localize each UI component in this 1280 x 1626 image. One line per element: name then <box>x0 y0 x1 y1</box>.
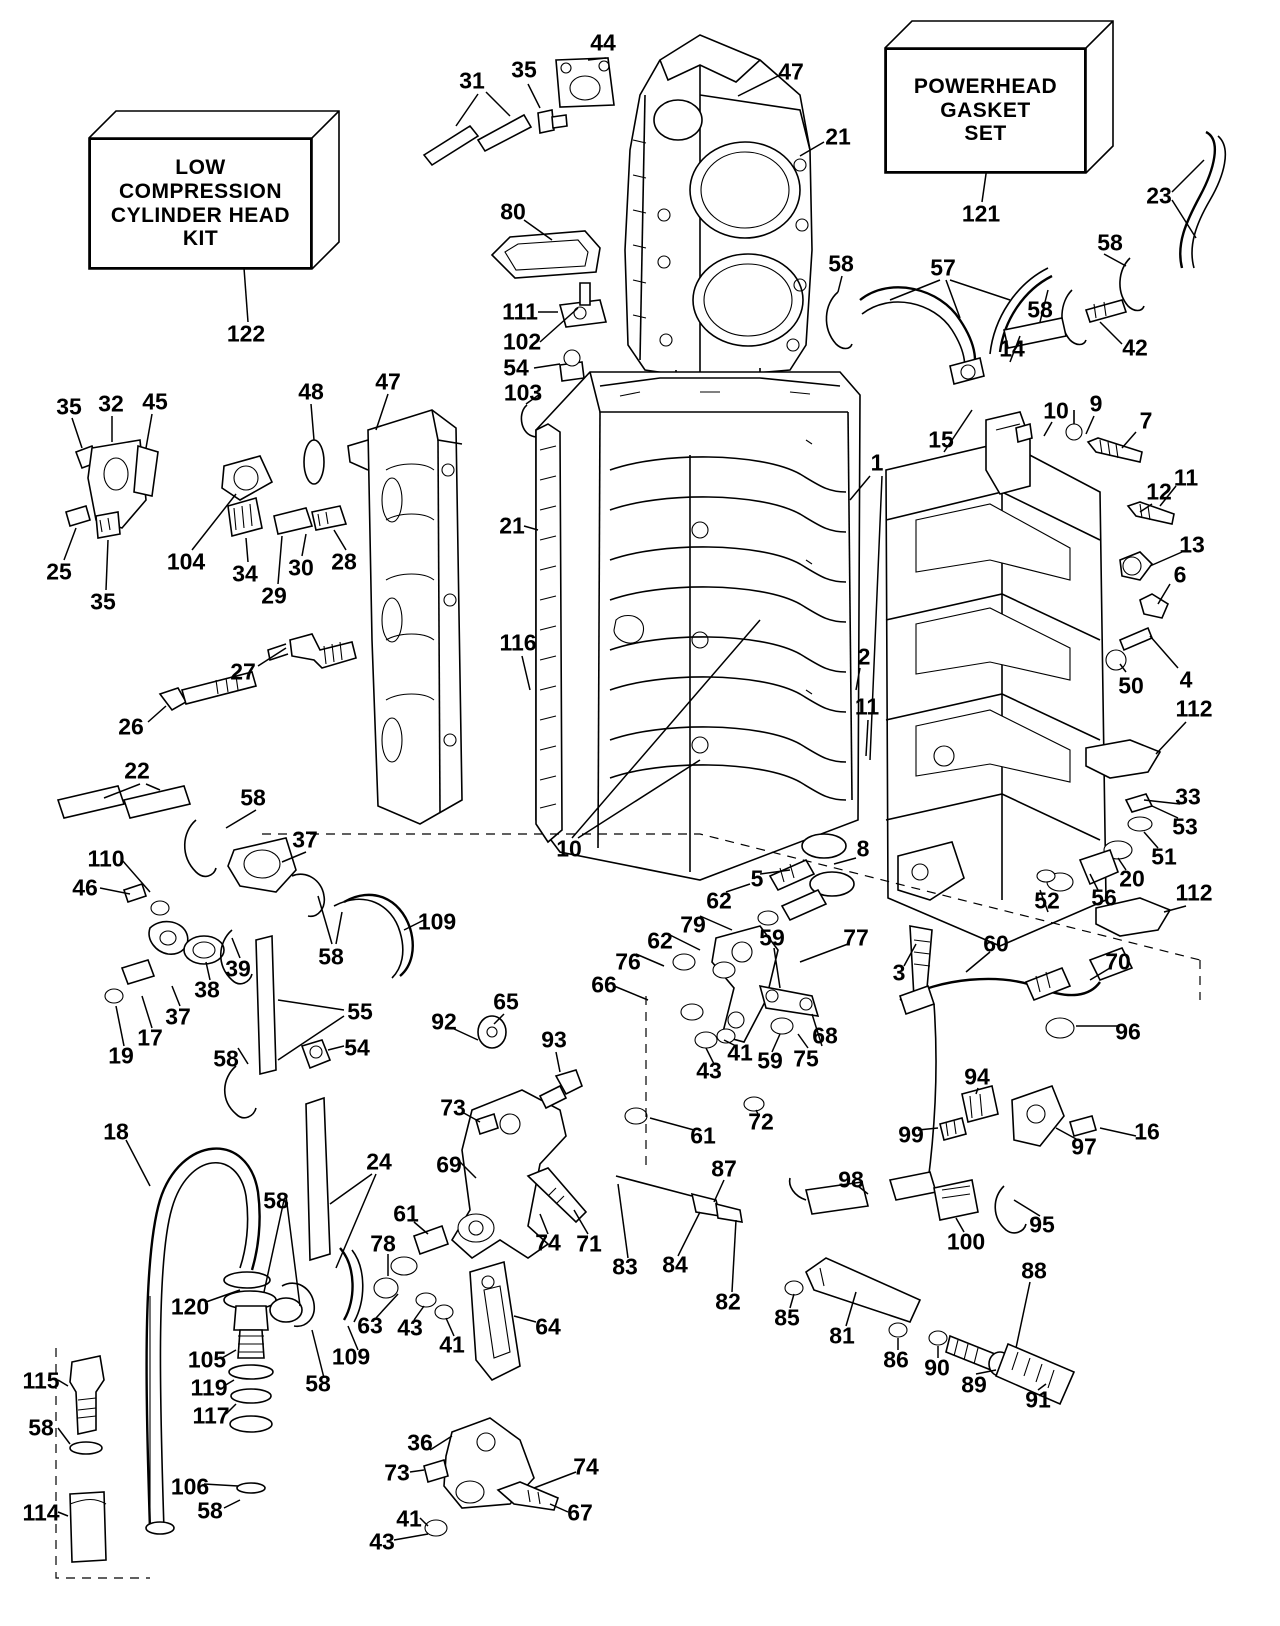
callout-number-93: 93 <box>541 1026 567 1053</box>
callout-number-117: 117 <box>192 1402 230 1429</box>
part-31-dowels <box>424 115 531 165</box>
callout-number-109: 109 <box>417 908 457 935</box>
callout-number-16: 16 <box>1134 1118 1160 1145</box>
callout-number-74: 74 <box>535 1229 561 1256</box>
callout-number-85: 85 <box>774 1304 800 1331</box>
callout-number-35: 35 <box>90 588 116 615</box>
callout-number-112: 112 <box>1175 879 1213 906</box>
callout-number-97: 97 <box>1071 1133 1097 1160</box>
callout-number-41: 41 <box>727 1039 753 1066</box>
callout-number-3: 3 <box>892 959 906 986</box>
callout-number-44: 44 <box>590 29 616 56</box>
kitbox-powerhead-gasket-set <box>884 20 1114 180</box>
callout-number-62: 62 <box>706 887 732 914</box>
callout-number-121: 121 <box>961 200 1001 227</box>
callout-number-109: 109 <box>331 1343 371 1370</box>
kit-line-4: KIT <box>182 227 219 251</box>
callout-number-27: 27 <box>230 658 256 685</box>
callout-number-31: 31 <box>459 67 485 94</box>
callout-number-37: 37 <box>292 826 318 853</box>
callout-number-115: 115 <box>22 1367 60 1394</box>
callout-number-58: 58 <box>197 1497 223 1524</box>
callout-number-13: 13 <box>1179 531 1205 558</box>
part-36-bracket <box>424 1418 558 1536</box>
callout-number-75: 75 <box>793 1045 819 1072</box>
callout-number-18: 18 <box>103 1118 129 1145</box>
callout-number-5: 5 <box>750 865 764 892</box>
callout-number-110: 110 <box>87 845 125 872</box>
callout-number-116: 116 <box>499 629 537 656</box>
part-80-gasket <box>492 231 600 278</box>
callout-number-52: 52 <box>1034 887 1060 914</box>
callout-number-54: 54 <box>503 354 529 381</box>
callout-number-61: 61 <box>393 1200 419 1227</box>
callout-number-67: 67 <box>567 1499 593 1526</box>
callout-number-14: 14 <box>999 335 1025 362</box>
callout-number-26: 26 <box>118 713 144 740</box>
callout-number-81: 81 <box>829 1322 855 1349</box>
callout-number-111: 111 <box>502 298 538 325</box>
callout-number-32: 32 <box>98 390 124 417</box>
callout-number-41: 41 <box>439 1331 465 1358</box>
callout-number-95: 95 <box>1029 1211 1055 1238</box>
part-44-cover <box>556 58 614 107</box>
callout-number-58: 58 <box>318 943 344 970</box>
callout-number-7: 7 <box>1139 407 1153 434</box>
callout-number-30: 30 <box>288 554 314 581</box>
callout-number-92: 92 <box>431 1008 457 1035</box>
callout-number-23: 23 <box>1146 182 1172 209</box>
callout-number-58: 58 <box>240 784 266 811</box>
callout-number-21: 21 <box>825 123 851 150</box>
callout-number-19: 19 <box>108 1042 134 1069</box>
callout-number-12: 12 <box>1146 478 1172 505</box>
kit-line-1: POWERHEAD <box>913 75 1058 99</box>
callout-number-65: 65 <box>493 988 519 1015</box>
callout-number-100: 100 <box>946 1228 986 1255</box>
callout-number-58: 58 <box>1097 229 1123 256</box>
callout-number-66: 66 <box>591 971 617 998</box>
callout-number-94: 94 <box>964 1063 990 1090</box>
callout-number-74: 74 <box>573 1453 599 1480</box>
kit-line-3: SET <box>964 122 1007 146</box>
cylinder-head-assembly <box>625 35 812 392</box>
kit-line-3: CYLINDER HEAD <box>110 203 291 227</box>
callout-number-71: 71 <box>576 1230 602 1257</box>
callout-number-69: 69 <box>436 1151 462 1178</box>
callout-number-104: 104 <box>166 548 206 575</box>
callout-number-64: 64 <box>535 1313 561 1340</box>
callout-number-96: 96 <box>1115 1018 1141 1045</box>
callout-number-11: 11 <box>1173 464 1199 491</box>
callout-number-20: 20 <box>1119 865 1145 892</box>
callout-number-80: 80 <box>500 198 526 225</box>
callout-number-38: 38 <box>194 976 220 1003</box>
callout-number-77: 77 <box>843 924 869 951</box>
parts-115-114 <box>56 1348 150 1578</box>
callout-number-35: 35 <box>56 393 82 420</box>
callout-number-17: 17 <box>137 1024 163 1051</box>
callout-number-59: 59 <box>757 1047 783 1074</box>
callout-number-83: 83 <box>612 1253 638 1280</box>
callout-number-106: 106 <box>170 1473 210 1500</box>
callout-number-88: 88 <box>1021 1257 1047 1284</box>
callout-number-33: 33 <box>1175 783 1201 810</box>
callout-number-28: 28 <box>331 548 357 575</box>
callout-number-87: 87 <box>711 1155 737 1182</box>
kit-line-2: COMPRESSION <box>118 179 283 203</box>
callout-number-10: 10 <box>1043 397 1069 424</box>
callout-number-102: 102 <box>502 328 542 355</box>
callout-number-57: 57 <box>930 254 956 281</box>
callout-number-91: 91 <box>1025 1386 1051 1413</box>
crankcase-right-assembly <box>886 412 1106 946</box>
callout-number-58: 58 <box>263 1187 289 1214</box>
callout-number-2: 2 <box>857 643 871 670</box>
callout-number-41: 41 <box>396 1505 422 1532</box>
kitbox-low-compression-cylinder-head-kit <box>88 110 340 270</box>
kit-line-1: LOW <box>175 156 226 180</box>
cylinder-block-main <box>536 372 860 880</box>
callout-number-84: 84 <box>662 1251 688 1278</box>
callout-number-62: 62 <box>647 927 673 954</box>
callout-number-105: 105 <box>187 1346 227 1373</box>
callout-number-60: 60 <box>983 930 1009 957</box>
part-116-gasket <box>536 424 562 842</box>
callout-number-43: 43 <box>369 1528 395 1555</box>
callout-number-63: 63 <box>357 1312 383 1339</box>
callout-number-68: 68 <box>812 1022 838 1049</box>
callout-number-103: 103 <box>503 379 543 406</box>
callout-number-86: 86 <box>883 1346 909 1373</box>
callout-number-99: 99 <box>898 1121 924 1148</box>
callout-number-42: 42 <box>1122 334 1148 361</box>
part-47-exhaust-cover <box>348 410 462 824</box>
callout-number-6: 6 <box>1173 561 1187 588</box>
callout-number-34: 34 <box>232 560 258 587</box>
callout-number-90: 90 <box>924 1354 950 1381</box>
callout-number-8: 8 <box>856 835 870 862</box>
callout-number-45: 45 <box>142 388 168 415</box>
callout-number-61: 61 <box>690 1122 716 1149</box>
callout-number-10: 10 <box>556 835 582 862</box>
callout-number-55: 55 <box>347 998 373 1025</box>
callout-number-24: 24 <box>366 1148 392 1175</box>
callout-number-119: 119 <box>190 1374 228 1401</box>
kitbox-label-121 <box>885 48 1086 173</box>
callout-number-58: 58 <box>828 250 854 277</box>
callout-number-9: 9 <box>1089 390 1103 417</box>
callout-number-48: 48 <box>298 378 324 405</box>
callout-number-114: 114 <box>22 1499 60 1526</box>
callout-number-120: 120 <box>170 1293 210 1320</box>
callout-number-50: 50 <box>1118 672 1144 699</box>
callout-number-47: 47 <box>375 368 401 395</box>
callout-number-4: 4 <box>1179 666 1193 693</box>
callout-number-25: 25 <box>46 558 72 585</box>
callout-number-58: 58 <box>305 1370 331 1397</box>
callout-number-22: 22 <box>124 757 150 784</box>
callout-number-53: 53 <box>1172 813 1198 840</box>
callout-number-72: 72 <box>748 1108 774 1135</box>
callout-number-59: 59 <box>759 924 785 951</box>
callout-number-58: 58 <box>1027 296 1053 323</box>
callout-number-51: 51 <box>1151 843 1177 870</box>
callout-number-73: 73 <box>440 1094 466 1121</box>
callout-number-58: 58 <box>28 1414 54 1441</box>
kit-line-2: GASKET <box>940 98 1031 122</box>
callout-number-15: 15 <box>928 426 954 453</box>
callout-number-11: 11 <box>854 693 880 720</box>
callout-number-78: 78 <box>370 1230 396 1257</box>
kitbox-label-122 <box>89 138 312 269</box>
callout-number-79: 79 <box>680 911 706 938</box>
callout-number-43: 43 <box>397 1314 423 1341</box>
callout-number-21: 21 <box>499 512 525 539</box>
callout-number-43: 43 <box>696 1057 722 1084</box>
callout-number-112: 112 <box>1175 695 1213 722</box>
callout-number-1: 1 <box>870 449 884 476</box>
callout-number-47: 47 <box>778 58 804 85</box>
callout-number-122: 122 <box>226 320 266 347</box>
callout-number-37: 37 <box>165 1003 191 1030</box>
callout-number-46: 46 <box>72 874 98 901</box>
part-35-washer <box>538 110 567 133</box>
callout-number-89: 89 <box>961 1371 987 1398</box>
callout-number-56: 56 <box>1091 884 1117 911</box>
callout-number-39: 39 <box>225 955 251 982</box>
callout-number-98: 98 <box>838 1166 864 1193</box>
callout-number-70: 70 <box>1105 948 1131 975</box>
callout-number-58: 58 <box>213 1045 239 1072</box>
callout-number-54: 54 <box>344 1034 370 1061</box>
callout-number-36: 36 <box>407 1429 433 1456</box>
callout-number-76: 76 <box>615 948 641 975</box>
callout-number-82: 82 <box>715 1288 741 1315</box>
callout-number-29: 29 <box>261 582 287 609</box>
callout-number-73: 73 <box>384 1459 410 1486</box>
callout-number-35: 35 <box>511 56 537 83</box>
